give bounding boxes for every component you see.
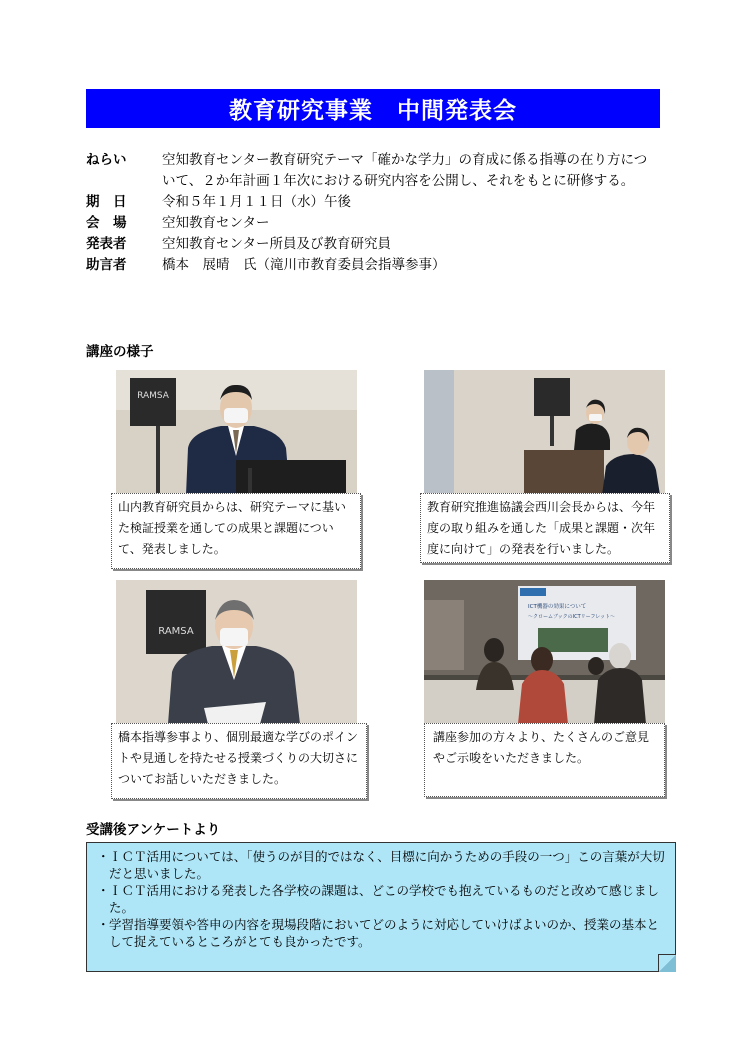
speaker-logo: RAMSA [137,391,169,401]
survey-item [97,848,665,882]
info-value: 橋本 展晴 氏（滝川市教育委員会指導参事） [162,257,446,273]
info-row-date [86,192,686,213]
survey-item [97,882,665,916]
info-label: 期 日 [86,194,127,210]
photo-caption: 山内教育研究員からは、研究テーマに基いた検証授業を通しての成果と課題について、発表しました。 [111,493,361,569]
event-info [86,150,686,276]
folded-corner [658,954,676,972]
info-value: 空知教育センター [162,215,270,231]
photo-presenter-2 [424,370,665,495]
photo-audience [424,580,665,724]
photo-caption: 講座参加の方々より、たくさんのご意見やご示唆をいただきました。 [424,723,665,797]
photo-caption: 教育研究推進協議会西川会長からは、今年度の取り組みを通した「成果と課題・次年度に向けて」の発表を行いました。 [420,493,670,563]
info-label: ねらい [86,152,127,168]
survey-text: 学習指導要領や答申の内容を現場段階においてどのように対応していけばよいのか、授業の基本として捉えているところがとても良かったです。 [109,917,660,949]
survey-box [86,842,676,972]
speaker-logo: RAMSA [158,626,194,637]
page-title: 教育研究事業 中間発表会 [86,89,660,128]
bullet: ・ [97,849,110,864]
survey-text: ＩＣＴ活用については、「使うのが目的ではなく、目標に向かうための手段の一つ」この言葉が大切だと思いました。 [109,849,665,881]
info-value: 空知教育センター教育研究テーマ「確かな学力」の育成に係る指導の在り方について、２か年計画１年次における研究内容を公開し、それをもとに研修する。 [162,152,648,189]
photo-presenter-1 [116,370,357,495]
screen-subtitle: ～クロームブックのICTリーフレット～ [528,614,616,620]
info-label: 助言者 [86,257,127,273]
info-row-advisor [86,255,686,276]
survey-item [97,916,665,950]
info-row-venue [86,213,686,234]
bullet: ・ [97,883,110,898]
info-value: 令和５年１月１１日（水）午後 [162,194,351,210]
bullet: ・ [97,917,110,932]
photo-advisor [116,580,357,724]
info-label: 発表者 [86,236,127,252]
screen-title: ICT機器の効果について [528,604,587,610]
survey-text: ＩＣＴ活用における発表した各学校の課題は、どこの学校でも抱えているものだと改めて感じました。 [109,883,660,915]
info-value: 空知教育センター所員及び教育研究員 [162,236,391,252]
section-heading-lecture: 講座の様子 [86,344,154,360]
info-label: 会 場 [86,215,127,231]
info-row-aim [86,150,686,192]
section-heading-survey: 受講後アンケートより [86,822,221,838]
photo-caption: 橋本指導参事より、個別最適な学びのポイントや見通しを持たせる授業づくりの大切さについてお話しいただきました。 [111,723,367,799]
info-row-presenter [86,234,686,255]
